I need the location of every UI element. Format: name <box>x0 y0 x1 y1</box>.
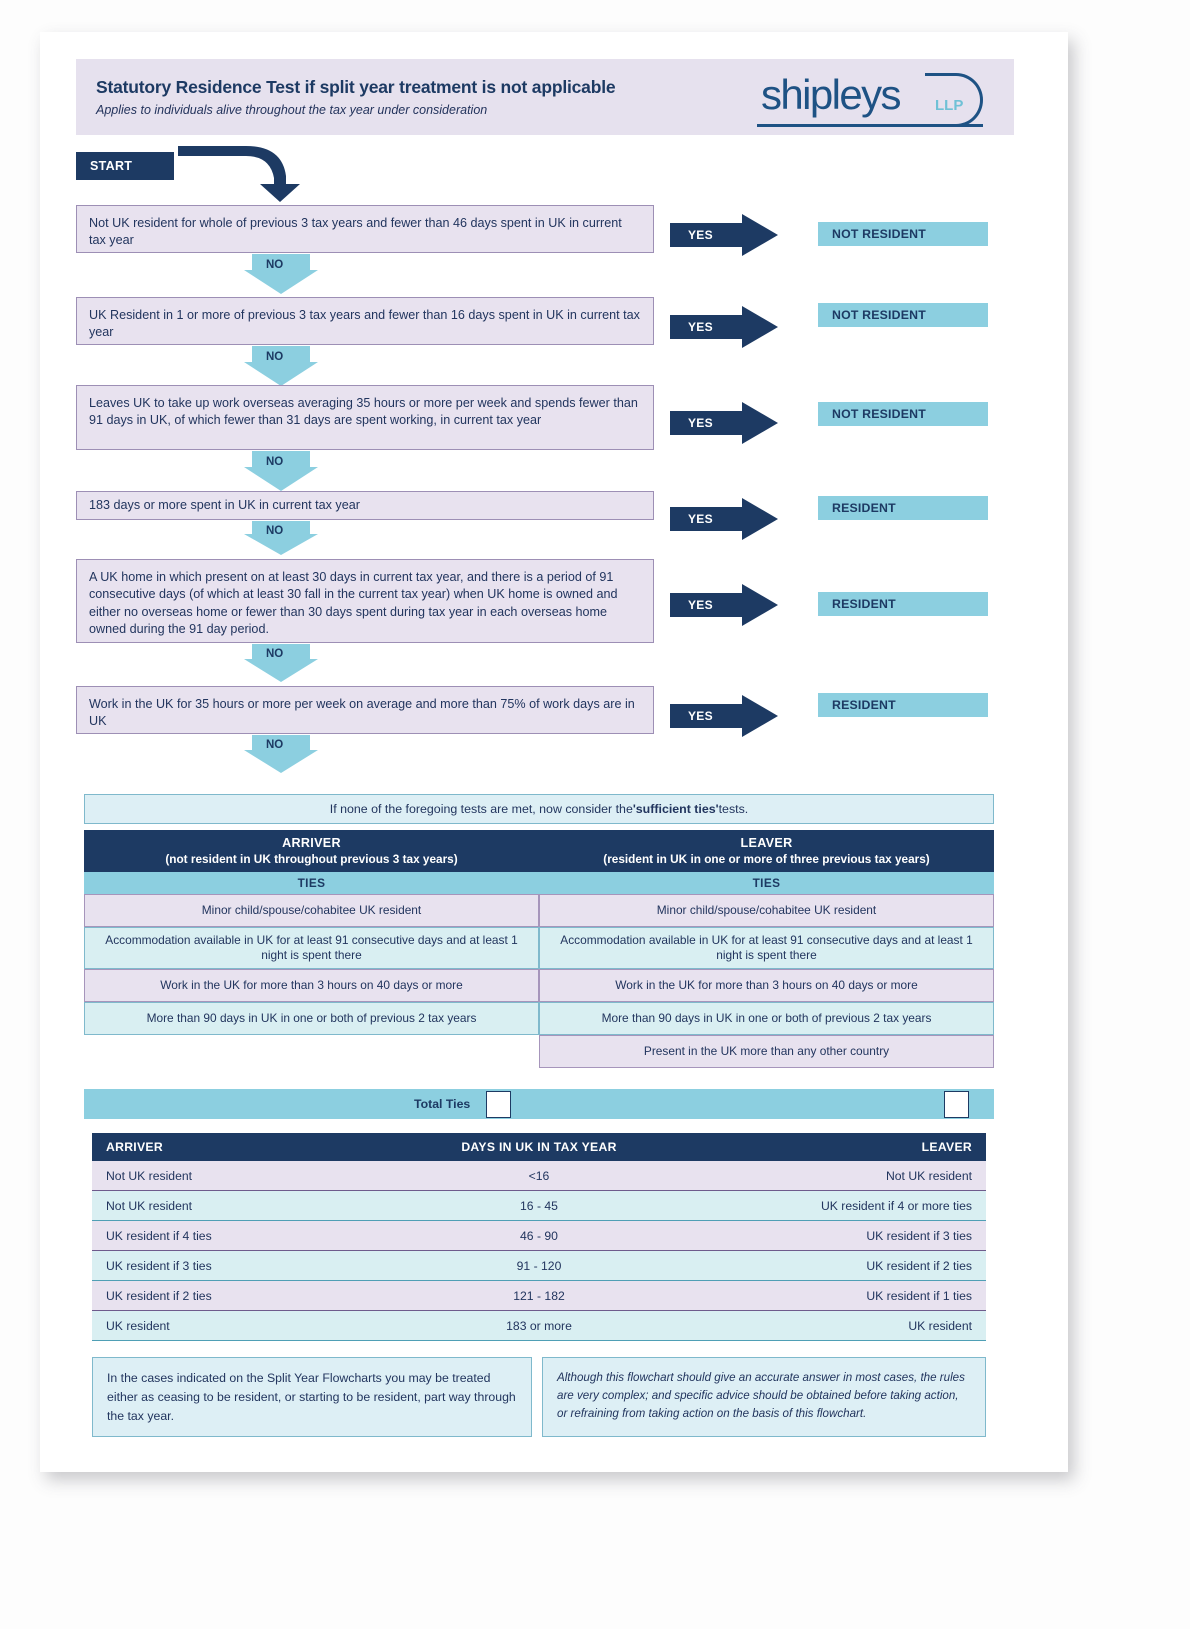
days-header-leaver: LEAVER <box>921 1140 972 1154</box>
total-ties-arriver-input[interactable] <box>486 1091 511 1118</box>
ties-cell-leaver: More than 90 days in UK in one or both of previous 2 tax years <box>539 1002 994 1035</box>
ties-header-arriver: TIES <box>297 876 326 890</box>
days-cell-days: 16 - 45 <box>520 1198 558 1213</box>
leaver-title: LEAVER <box>740 836 793 850</box>
no-label-6: NO <box>266 739 284 751</box>
no-label-2: NO <box>266 351 284 363</box>
logo-wordmark: shipleys <box>761 71 900 118</box>
arriver-title: ARRIVER <box>282 836 341 850</box>
no-label-4: NO <box>266 525 284 537</box>
days-table-row <box>92 1311 986 1341</box>
days-header-arriver: ARRIVER <box>106 1140 163 1154</box>
yes-label-1: YES <box>688 228 713 242</box>
no-label-5: NO <box>266 648 284 660</box>
ties-table-row <box>84 1035 994 1068</box>
yes-label-3: YES <box>688 416 713 430</box>
yes-arrow-icon-5 <box>670 584 780 626</box>
yes-label-6: YES <box>688 709 713 723</box>
total-ties-bar <box>84 1089 994 1119</box>
decision-box-1: Not UK resident for whole of previous 3 tax years and fewer than 46 days spent in UK in current tax year <box>76 205 654 253</box>
days-cell-leaver: UK resident if 3 ties <box>866 1228 972 1243</box>
days-table-row <box>92 1251 986 1281</box>
result-box-5: RESIDENT <box>818 592 988 616</box>
yes-label-2: YES <box>688 320 713 334</box>
no-label-1: NO <box>266 259 284 271</box>
arriver-leaver-header <box>84 830 994 872</box>
ties-cell-arriver: Minor child/spouse/cohabitee UK resident <box>84 894 539 927</box>
yes-label-4: YES <box>688 512 713 526</box>
days-cell-arriver: UK resident <box>106 1318 170 1333</box>
ties-cell-arriver: Work in the UK for more than 3 hours on 40 days or more <box>84 969 539 1002</box>
decision-box-2: UK Resident in 1 or more of previous 3 tax years and fewer than 16 days spent in UK in current tax year <box>76 297 654 345</box>
page-title: Statutory Residence Test if split year treatment is not applicable <box>96 77 616 97</box>
days-cell-arriver: UK resident if 3 ties <box>106 1258 212 1273</box>
days-table-row <box>92 1191 986 1221</box>
days-table-row <box>92 1281 986 1311</box>
header-text-block <box>76 77 749 117</box>
yes-arrow-icon-2 <box>670 306 780 348</box>
days-cell-leaver: UK resident if 1 ties <box>866 1288 972 1303</box>
ties-table-row <box>84 1002 994 1035</box>
logo-llp-suffix: LLP <box>935 97 964 114</box>
yes-arrow-icon-4 <box>670 498 780 540</box>
yes-arrow-icon-3 <box>670 402 780 444</box>
total-ties-leaver-input[interactable] <box>944 1091 969 1118</box>
leaver-header-cell <box>539 830 994 872</box>
ties-cell-leaver: Accommodation available in UK for at least 91 consecutive days and at least 1 night is spent there <box>539 927 994 969</box>
ties-banner-suffix: tests. <box>718 802 749 816</box>
days-cell-leaver: UK resident if 2 ties <box>866 1258 972 1273</box>
leaver-subtitle: (resident in UK in one or more of three previous tax years) <box>603 852 930 866</box>
disclaimer-note: Although this flowchart should give an accurate answer in most cases, the rules are very complex; and specific advice should be obtained before taking action, or refraining from taking action on the basis of this flowchart. <box>542 1357 986 1437</box>
ties-table-row <box>84 894 994 927</box>
days-cell-days: 91 - 120 <box>516 1258 562 1273</box>
split-year-note: In the cases indicated on the Split Year Flowcharts you may be treated either as ceasing to be resident, or starting to be resident, part way through the tax year. <box>92 1357 532 1437</box>
days-cell-arriver: UK resident if 2 ties <box>106 1288 212 1303</box>
decision-box-4: 183 days or more spent in UK in current tax year <box>76 491 654 520</box>
document-sheet <box>40 32 1068 1472</box>
ties-banner-prefix: If none of the foregoing tests are met, now consider the <box>329 802 633 816</box>
ties-cell-leaver: Present in the UK more than any other country <box>539 1035 994 1068</box>
days-cell-days: 183 or more <box>506 1318 572 1333</box>
total-ties-label: Total Ties <box>414 1097 471 1111</box>
days-cell-arriver: UK resident if 4 ties <box>106 1228 212 1243</box>
days-cell-days: 121 - 182 <box>513 1288 565 1303</box>
yes-label-5: YES <box>688 598 713 612</box>
ties-cell-arriver: More than 90 days in UK in one or both of previous 2 tax years <box>84 1002 539 1035</box>
document-header <box>76 59 1014 135</box>
result-box-2: NOT RESIDENT <box>818 303 988 327</box>
days-cell-leaver: Not UK resident <box>885 1168 972 1183</box>
result-box-6: RESIDENT <box>818 693 988 717</box>
result-box-1: NOT RESIDENT <box>818 222 988 246</box>
decision-box-3: Leaves UK to take up work overseas averaging 35 hours or more per week and spends fewer than 91 days in UK, of which fewer than 31 days are spent working, in current tax year <box>76 385 654 450</box>
ties-cell-leaver: Work in the UK for more than 3 hours on 40 days or more <box>539 969 994 1002</box>
yes-arrow-icon-6 <box>670 695 780 737</box>
arriver-header-cell <box>84 830 539 872</box>
days-table-header <box>92 1133 986 1161</box>
sufficient-ties-banner <box>84 794 994 824</box>
days-cell-leaver: UK resident <box>908 1318 972 1333</box>
ties-cell-arriver: Accommodation available in UK for at least 91 consecutive days and at least 1 night is spent there <box>84 927 539 969</box>
days-cell-leaver: UK resident if 4 or more ties <box>820 1198 972 1213</box>
arriver-subtitle: (not resident in UK throughout previous 3 tax years) <box>165 852 458 866</box>
days-table-row <box>92 1221 986 1251</box>
ties-cell-arriver-empty <box>84 1035 539 1068</box>
yes-arrow-icon-1 <box>670 214 780 256</box>
ties-subheader-row <box>84 872 994 894</box>
days-cell-arriver: Not UK resident <box>106 1198 193 1213</box>
ties-header-leaver: TIES <box>752 876 781 890</box>
page-subtitle: Applies to individuals alive throughout the tax year under consideration <box>96 103 488 117</box>
ties-table-row <box>84 927 994 969</box>
ties-banner-emphasis: 'sufficient ties' <box>632 802 719 816</box>
ties-table-row <box>84 969 994 1002</box>
ties-cell-leaver: Minor child/spouse/cohabitee UK resident <box>539 894 994 927</box>
no-label-3: NO <box>266 456 284 468</box>
result-box-3: NOT RESIDENT <box>818 402 988 426</box>
days-cell-arriver: Not UK resident <box>106 1168 193 1183</box>
start-node: START <box>76 152 174 180</box>
days-header-days: DAYS IN UK IN TAX YEAR <box>461 1140 617 1154</box>
days-cell-days: 46 - 90 <box>520 1228 558 1243</box>
shipleys-logo <box>749 65 1004 129</box>
start-curve-arrow-icon <box>178 144 308 204</box>
days-table-row <box>92 1161 986 1191</box>
decision-box-5: A UK home in which present on at least 30 days in current tax year, and there is a period of 91 consecutive days (of which at least 30 fall in the current tax year) when UK home is owned and either no overseas home or fewer than 30 days spent during tax year in each overseas home owned during the 91 day period. <box>76 559 654 643</box>
decision-box-6: Work in the UK for 35 hours or more per week on average and more than 75% of work days are in UK <box>76 686 654 734</box>
result-box-4: RESIDENT <box>818 496 988 520</box>
days-cell-days: <16 <box>528 1168 550 1183</box>
